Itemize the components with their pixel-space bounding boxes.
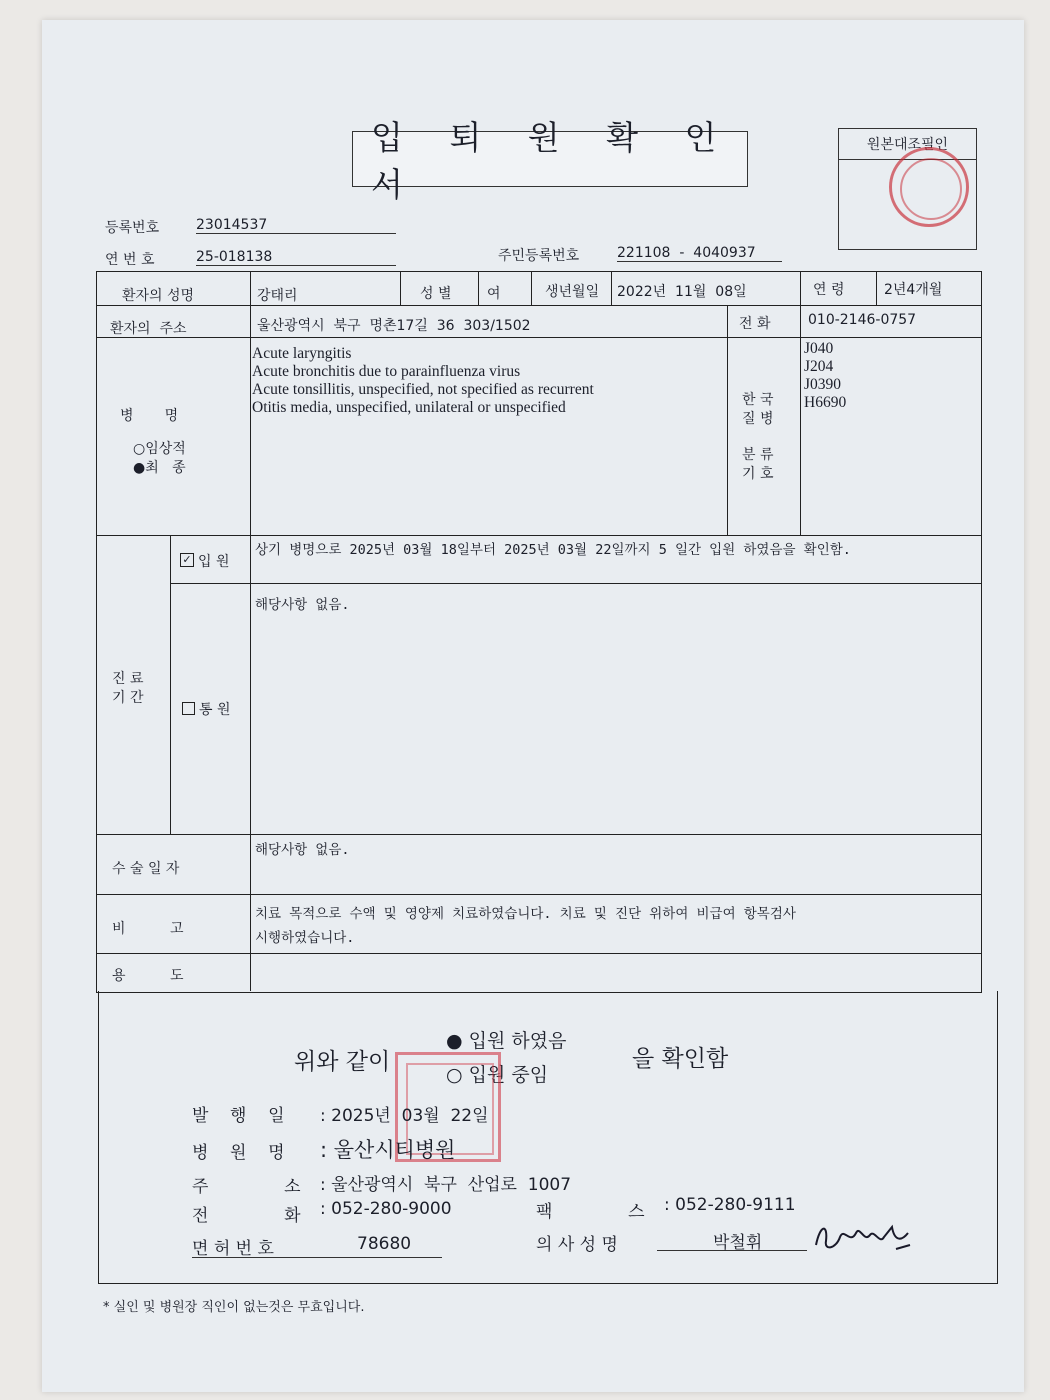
outpatient-text: 해당사항 없음. [255,597,350,613]
original-verification-label: 원본대조필인 [839,129,976,160]
document-title: 입 퇴 원 확 인 서 [352,131,748,187]
confirm-prefix: 위와 같이 [294,1049,391,1075]
phone-label: 전 화 [739,316,771,332]
resident-no-label: 주민등록번호 [498,248,580,264]
doctor-name-label: 의 사 성 명 [536,1235,618,1255]
kcd-label-3: 분 류 [742,447,774,463]
diagnosis-item: Otitis media, unspecified, unilateral or unspecified [252,399,566,416]
license-no-label: 면 허 번 호 [192,1239,274,1259]
hospital-phone: : 052-280-9000 [320,1199,452,1219]
outpatient-label: 통 원 [199,702,231,718]
hospital-name-label: 병 원 명 [192,1143,285,1163]
diagnosis-clinical-option: ○임상적 [133,441,186,457]
verification-seal [889,147,969,227]
kcd-code-list [804,340,846,412]
inpatient-label: 입 원 [198,554,230,570]
patient-name-label: 환자의 성명 [122,288,195,304]
kcd-code: J0390 [804,376,842,393]
purpose-label: 용 도 [112,968,184,984]
outpatient-checkbox [182,702,195,715]
dob-label: 생년월일 [545,284,600,300]
diagnosis-final-option: ●최 종 [133,460,186,476]
remarks-line-2: 시행하였습니다. [255,930,355,946]
hospital-fax-label: 팩 스 [536,1202,645,1222]
diagnosis-label: 병 명 [120,408,179,424]
doctor-name: 박철휘 [713,1233,763,1253]
validity-note: * 실인 및 병원장 직인이 없는것은 무효입니다. [103,1300,365,1315]
period-label-2: 기 간 [112,690,144,706]
kcd-label-1: 한 국 [742,392,774,408]
registration-no-label: 등록번호 [105,220,160,236]
kcd-code: H6690 [804,394,847,411]
sex-value: 여 [487,286,501,302]
dob-value: 2022년 11월 08일 [617,284,747,300]
resident-no-value: 221108 - 4040937 [617,245,782,262]
registration-no-value: 23014537 [196,217,396,234]
surgery-label: 수 술 일 자 [112,861,180,877]
sex-label: 성 별 [420,286,452,302]
inpatient-text: 상기 병명으로 2025년 03월 18일부터 2025년 03월 22일까지 5 일간 입원 하였음을 확인함. [255,542,851,558]
kcd-label-4: 기 호 [742,466,774,482]
diagnosis-list [252,345,594,417]
hospital-phone-label: 전 화 [192,1206,301,1226]
kcd-code: J204 [804,358,834,375]
inpatient-checkbox: ✓ [180,553,194,567]
period-label-1: 진 료 [112,671,144,687]
confirm-suffix: 을 확인함 [632,1046,729,1072]
hospital-fax: : 052-280-9111 [664,1195,796,1215]
diagnosis-item: Acute laryngitis [252,345,352,362]
kcd-label-2: 질 병 [742,411,774,427]
remarks-label: 비 고 [112,921,184,937]
doctor-signature [810,1215,915,1260]
age-label: 연 령 [813,282,845,298]
confirm-option-inpatient: ○ 입원 중임 [446,1064,549,1086]
diagnosis-item: Acute tonsillitis, unspecified, not specified as recurrent [252,381,594,398]
issue-date-label: 발 행 일 [192,1106,285,1126]
serial-no-label: 연 번 호 [105,252,155,268]
hospital-name: : 울산시티병원 [320,1138,456,1162]
diagnosis-item: Acute bronchitis due to parainfluenza virus [252,363,521,380]
hospital-address: : 울산광역시 북구 산업로 1007 [320,1175,572,1195]
original-verification-box [838,128,977,250]
confirm-option-admitted: ● 입원 하였음 [446,1030,567,1052]
kcd-code: J040 [804,340,834,357]
hospital-address-label: 주 소 [192,1177,301,1197]
license-no: 78680 [357,1234,412,1254]
serial-no-value: 25-018138 [196,249,396,266]
surgery-value: 해당사항 없음. [255,842,350,858]
phone-value: 010-2146-0757 [808,312,917,328]
remarks-line-1: 치료 목적으로 수액 및 영양제 치료하였습니다. 치료 및 진단 위하여 비급여 항목검사 [255,906,796,922]
issue-date: : 2025년 03월 22일 [320,1106,489,1126]
age-value: 2년4개월 [884,282,943,298]
patient-name: 강태리 [257,288,298,304]
address-label: 환자의 주소 [110,321,187,337]
address-value: 울산광역시 북구 명촌17길 36 303/1502 [257,318,531,334]
